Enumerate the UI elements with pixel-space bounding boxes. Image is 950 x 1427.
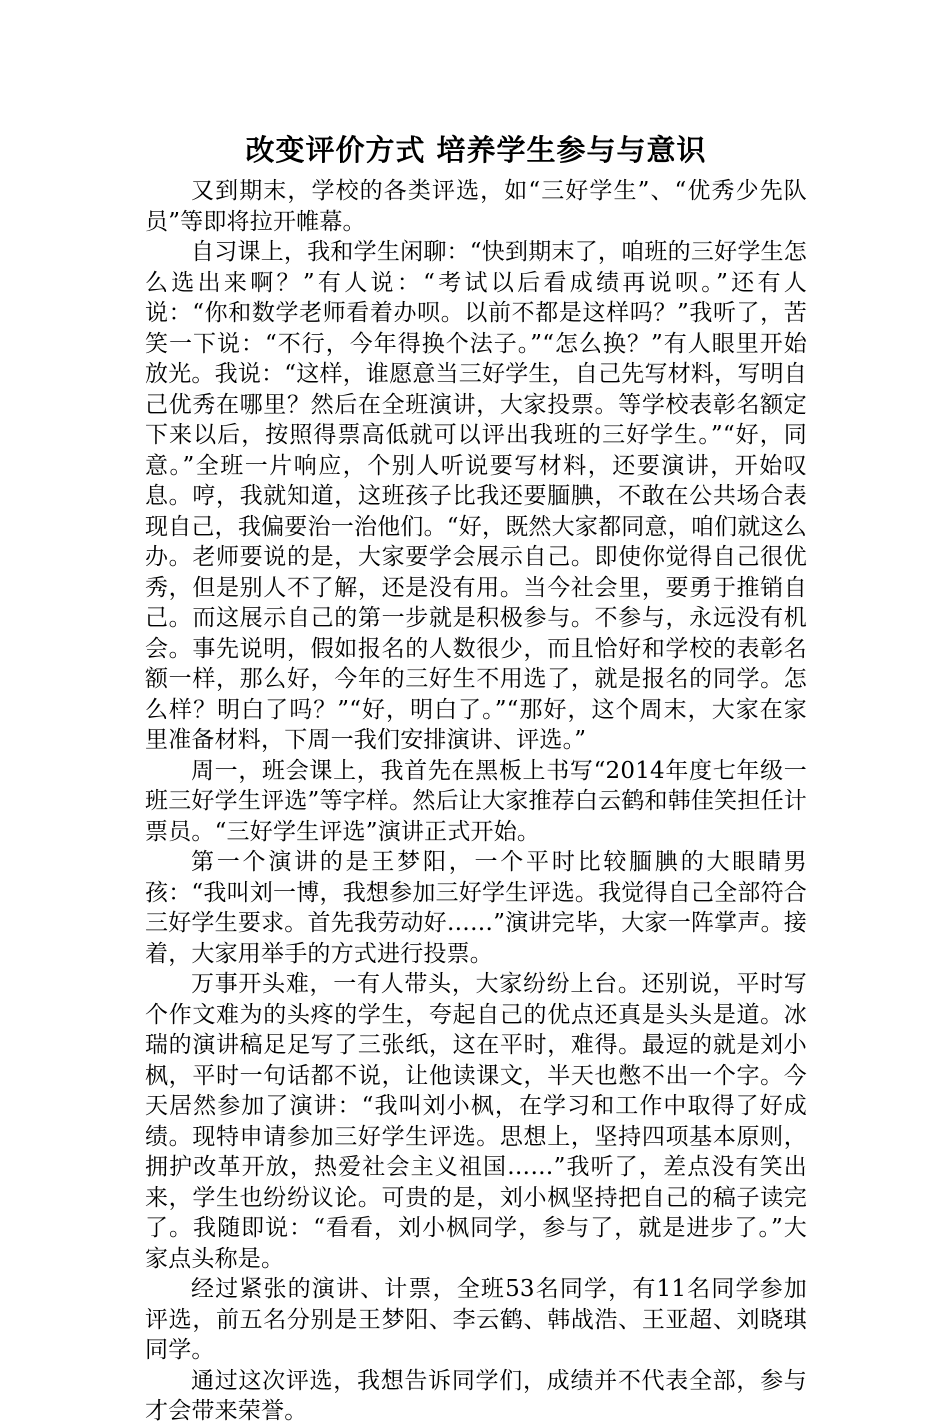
document-page (145, 128, 807, 1427)
paragraph-5: 万事开头难，一有人带头，大家纷纷上台。还别说，平时写个作文难为的头疼的学生，夸起自己的优点还真是头头是道。冰瑞的演讲稿足足写了三张纸，这在平时，难得。最逗的就是刘小枫，平时一句话都不说，让他读课文，半天也憋不出一个字。今天居然参加了演讲：“我叫刘小枫，在学习和工作中取得了好成绩。现特申请参加三好学生评选。思想上，坚持四项基本原则，拥护改革开放，热爱社会主义祖国……”我听了，差点没有笑出来，学生也纷纷议论。可贵的是，刘小枫坚持把自己的稿子读完了。我随即说：“看看，刘小枫同学，参与了，就是进步了。”大家点头称是。 (145, 971, 807, 1272)
paragraph-1: 又到期末，学校的各类评选，如“三好学生”、“优秀少先队员”等即将拉开帷幕。 (145, 178, 807, 235)
document-title: 改变评价方式 培养学生参与与意识 (245, 133, 707, 167)
paragraph-2: 自习课上，我和学生闲聊：“快到期末了，咱班的三好学生怎么选出来啊？”有人说：“考试以后看成绩再说呗。”还有人说：“你和数学老师看着办呗。以前不都是这样吗？”我听了，苦笑一下说：“不行，今年得换个法子。”“怎么换？”有人眼里开始放光。我说：“这样，谁愿意当三好学生，自己先写材料，写明自己优秀在哪里？然后在全班演讲，大家投票。等学校表彰名额定下来以后，按照得票高低就可以评出我班的三好学生。”“好，同意。”全班一片响应，个别人听说要写材料，还要演讲，开始叹息。哼，我就知道，这班孩子比我还要腼腆，不敢在公共场合表现自己，我偏要治一治他们。“好，既然大家都同意，咱们就这么办。老师要说的是，大家要学会展示自己。即使你觉得自己很优秀，但是别人不了解，还是没有用。当今社会里，要勇于推销自己。而这展示自己的第一步就是积极参与。不参与，永远没有机会。事先说明，假如报名的人数很少，而且恰好和学校的表彰名额一样，那么好，今年的三好生不用选了，就是报名的同学。怎么样？明白了吗？”“好，明白了。”“那好，这个周末，大家在家里准备材料，下周一我们安排演讲、评选。” (145, 239, 807, 753)
paragraph-7: 通过这次评选，我想告诉同学们，成绩并不代表全部，参与才会带来荣誉。 (145, 1367, 807, 1424)
paragraph-6: 经过紧张的演讲、计票，全班53名同学，有11名同学参加评选，前五名分别是王梦阳、李云鹤、韩战浩、王亚超、刘晓琪同学。 (145, 1276, 807, 1363)
paragraph-3: 周一，班会课上，我首先在黑板上书写“2014年度七年级一班三好学生评选”等字样。然后让大家推荐白云鹤和韩佳笑担任计票员。“三好学生评选”演讲正式开始。 (145, 757, 807, 845)
paragraph-4: 第一个演讲的是王梦阳，一个平时比较腼腆的大眼睛男孩：“我叫刘一博，我想参加三好学生评选。我觉得自己全部符合三好学生要求。首先我劳动好……”演讲完毕，大家一阵掌声。接着，大家用举手的方式进行投票。 (145, 849, 807, 967)
